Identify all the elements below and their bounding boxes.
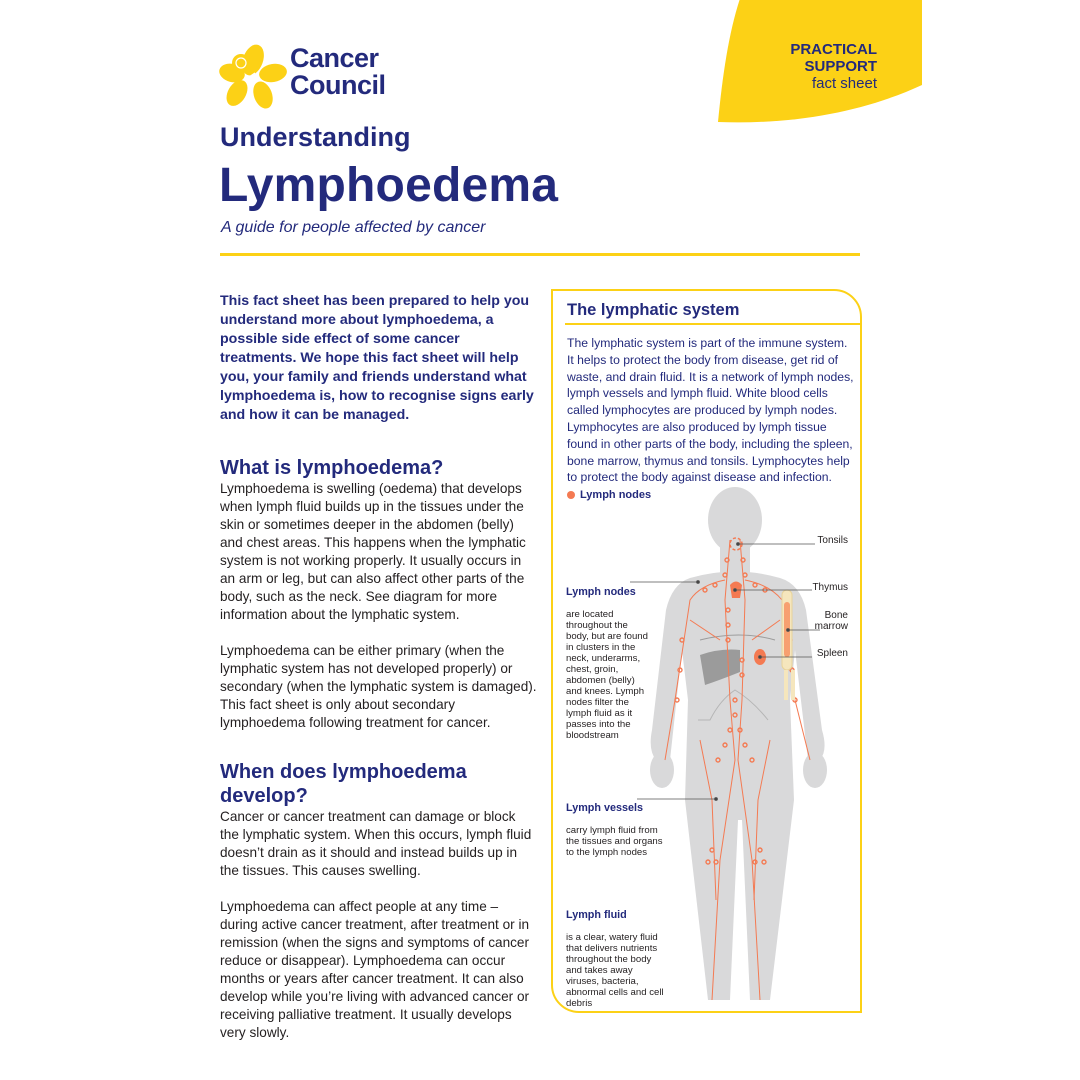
label-thymus: Thymus bbox=[812, 582, 848, 593]
page-subtitle: A guide for people affected by cancer bbox=[221, 219, 486, 236]
section-when-paragraph-2: Lymphoedema can affect people at any time – during active cancer treatment, after treatment or in remission (when the signs and symptoms of cancer reduce or disappear). Lymphoedema can occur months or years after cancer treatment. It can also develop while you’re living with advanced cancer or receiving palliative treatment. It usually develops very slowly. bbox=[220, 899, 530, 1040]
legend-label: Lymph nodes bbox=[580, 489, 652, 501]
callout-nodes-text: are located throughout the body, but are found in clusters in the neck, underarms, chest, groin, abdomen (belly) and knees. Lymph nodes filter the lymph fluid as it passes into the bloodstream bbox=[566, 609, 648, 741]
section-when-paragraph-1: Cancer or cancer treatment can damage or block the lymphatic system. When this occurs, lymph fluid doesn’t drain as it should and instead builds up in the tissues. This causes swelling. bbox=[220, 809, 532, 878]
header-divider bbox=[220, 253, 860, 256]
callout-vessels-title: Lymph vessels bbox=[566, 802, 644, 814]
brand-line2: Council bbox=[290, 70, 386, 100]
box-title: The lymphatic system bbox=[567, 301, 740, 319]
intro-paragraph: This fact sheet has been prepared to help you understand more about lymphoedema, a possible side effect of some cancer treatments. We hope this fact sheet will help you, your family and friends understand what lymphoedema is, how to recognise signs early and how it can be managed. bbox=[220, 293, 534, 423]
label-tonsils: Tonsils bbox=[817, 535, 848, 546]
badge-line3: fact sheet bbox=[811, 75, 877, 92]
box-divider bbox=[565, 323, 860, 325]
box-description: The lymphatic system is part of the immune system. It helps to protect the body from disease, get rid of waste, and drain fluid. It is a network of lymph nodes, lymph vessels and lymph fluid. White blood cells called lymphocytes are produced by lymph nodes. Lymphocytes are also produced by lymph tissue found in other parts of the body, including the spleen, bone marrow, thymus and tonsils. Lymphocytes help to protect the body against disease and infection. bbox=[567, 336, 854, 485]
daffodil-logo-icon bbox=[219, 43, 287, 109]
callout-fluid-title: Lymph fluid bbox=[566, 909, 627, 921]
lymphatic-body-diagram bbox=[620, 485, 850, 1015]
callout-fluid-text: is a clear, watery fluid that delivers nutrients throughout the body and takes away viruses, bacteria, abnormal cells and cell debris bbox=[566, 932, 664, 1009]
section-heading-what: What is lymphoedema? bbox=[220, 457, 444, 479]
section-heading-when: When does lymphoedema develop? bbox=[220, 761, 467, 807]
brand-wordmark bbox=[290, 45, 386, 99]
brand-line1: Cancer bbox=[290, 43, 379, 73]
lymph-node-legend-icon bbox=[567, 491, 575, 499]
label-marrow: marrow bbox=[814, 621, 848, 632]
page-title: Lymphoedema bbox=[219, 159, 559, 212]
callout-nodes-title: Lymph nodes bbox=[566, 586, 636, 598]
section-what-paragraph-1: Lymphoedema is swelling (oedema) that develops when lymph fluid builds up in the tissues under the skin or sometimes deeper in the abdomen (belly) and chest areas. This happens when the lymphatic system is not working properly. It usually occurs in an arm or leg, but can also affect other parts of the body, such as the neck. See diagram for more information about the lymphatic system. bbox=[220, 481, 526, 622]
label-bone: Bone bbox=[824, 610, 848, 621]
section-what-paragraph-2: Lymphoedema can be either primary (when the lymphatic system has not developed properly) or secondary (when the lymphatic system is damaged). This fact sheet is only about secondary lymphoedema following treatment for cancer. bbox=[220, 643, 537, 730]
fact-sheet-badge bbox=[790, 41, 877, 92]
callout-vessels-text: carry lymph fluid from the tissues and organs to the lymph nodes bbox=[566, 825, 663, 858]
main-column bbox=[220, 292, 538, 1042]
badge-line1: PRACTICAL bbox=[790, 41, 877, 58]
title-prefix: Understanding bbox=[220, 122, 411, 152]
label-spleen: Spleen bbox=[816, 648, 848, 659]
badge-line2: SUPPORT bbox=[804, 58, 877, 75]
